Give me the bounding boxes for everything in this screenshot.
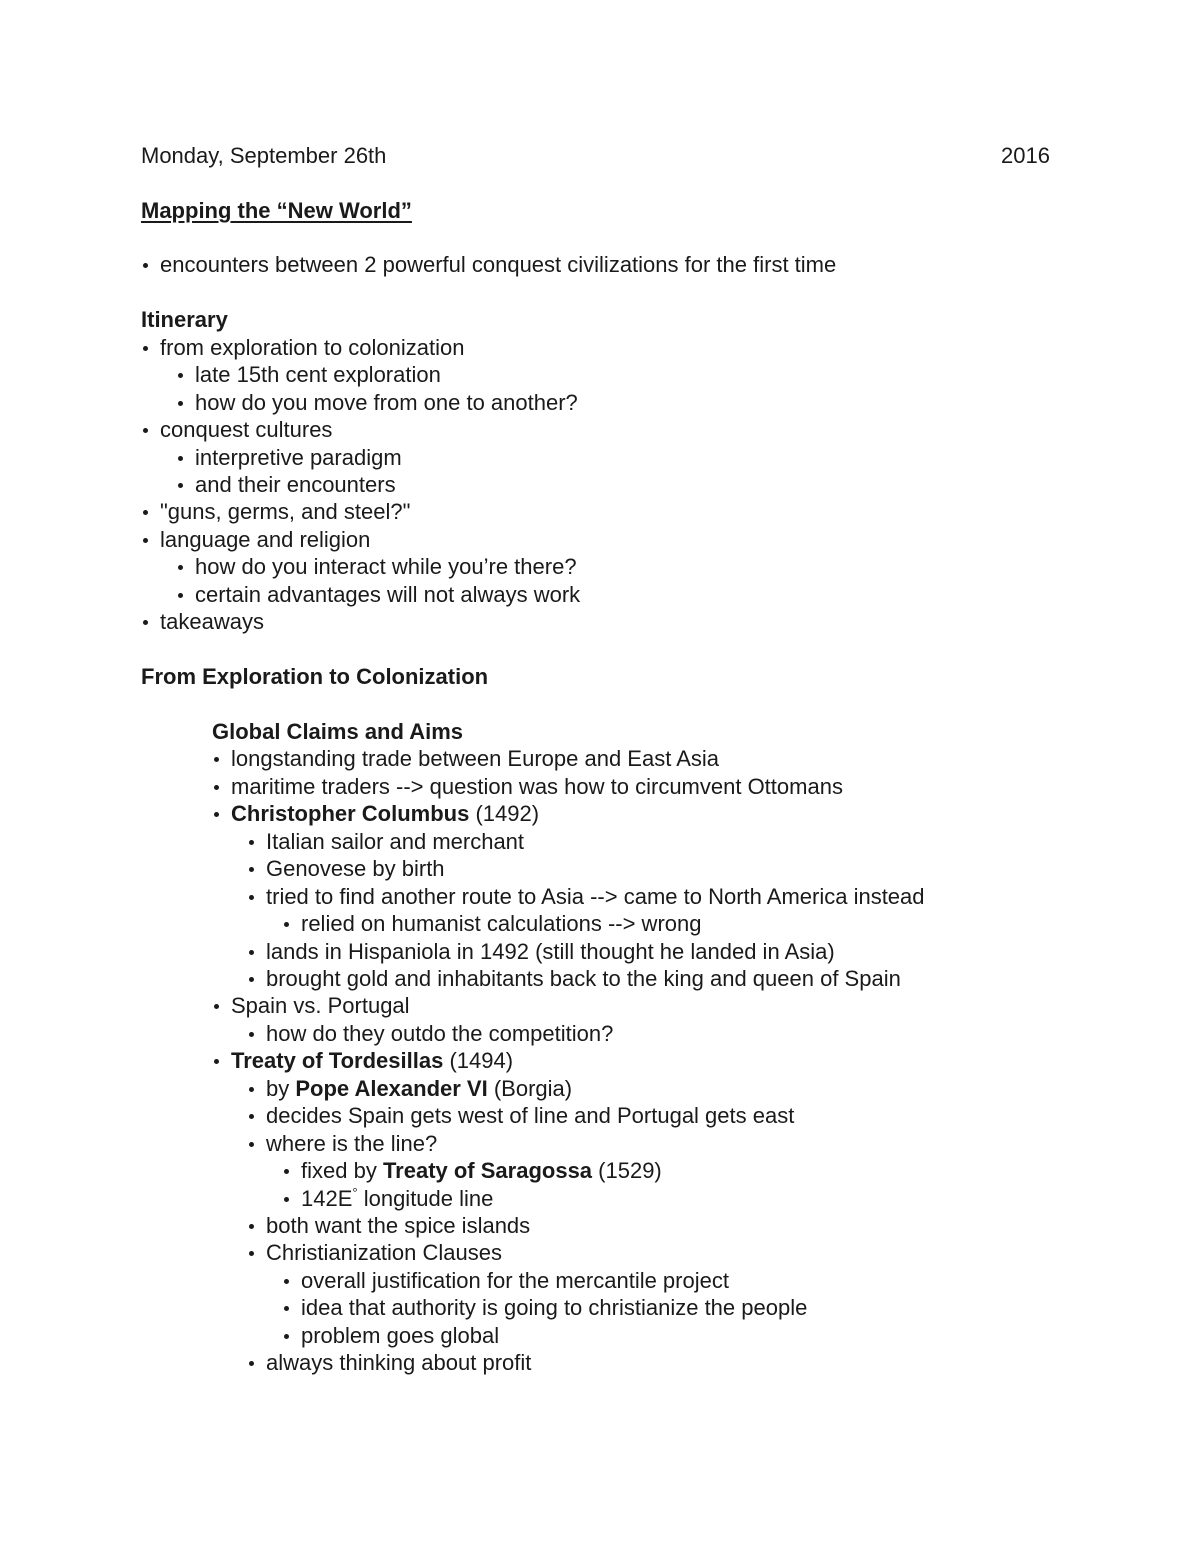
itinerary-item: conquest cultures — [141, 416, 332, 444]
itinerary-subitem: how do you move from one to another? — [176, 389, 578, 417]
itinerary-subitem: interpretive paradigm — [176, 444, 402, 472]
list-item: maritime traders --> question was how to circumvent Ottomans — [212, 773, 843, 801]
list-subitem: both want the spice islands — [247, 1212, 530, 1240]
itinerary-subitem: how do you interact while you’re there? — [176, 553, 577, 581]
list-subitem: always thinking about profit — [247, 1349, 531, 1377]
subsection-heading: Global Claims and Aims — [212, 719, 464, 744]
itinerary-item: "guns, germs, and steel?" — [141, 498, 410, 526]
list-subitem: Genovese by birth — [247, 855, 445, 883]
list-item: Christopher Columbus (1492) — [212, 800, 539, 828]
list-item: Treaty of Tordesillas (1494) — [212, 1047, 513, 1075]
section-heading: From Exploration to Colonization — [141, 664, 489, 689]
year-text: 2016 — [1001, 143, 1050, 168]
list-subitem: where is the line? — [247, 1130, 437, 1158]
itinerary-subitem: certain advantages will not always work — [176, 581, 580, 609]
list-item: longstanding trade between Europe and East Asia — [212, 745, 719, 773]
list-subitem: lands in Hispaniola in 1492 (still thought he landed in Asia) — [247, 938, 835, 966]
list-subitem: tried to find another route to Asia --> came to North America instead — [247, 883, 925, 911]
list-subitem: by Pope Alexander VI (Borgia) — [247, 1075, 572, 1103]
list-subsubitem: 142E° longitude line — [282, 1185, 493, 1213]
bold-term: Treaty of Tordesillas — [231, 1048, 444, 1073]
list-subsubitem: overall justification for the mercantile project — [282, 1267, 729, 1295]
list-subsubitem: idea that authority is going to christianize the people — [282, 1294, 807, 1322]
list-subsubitem: relied on humanist calculations --> wrong — [282, 910, 701, 938]
degree-symbol: ° — [352, 1185, 358, 1200]
bold-term: Christopher Columbus — [231, 801, 470, 826]
list-subitem: decides Spain gets west of line and Portugal gets east — [247, 1102, 794, 1130]
itinerary-heading: Itinerary — [141, 307, 228, 332]
list-subsubitem: fixed by Treaty of Saragossa (1529) — [282, 1157, 662, 1185]
list-item: Spain vs. Portugal — [212, 992, 410, 1020]
list-subitem: brought gold and inhabitants back to the king and queen of Spain — [247, 965, 901, 993]
list-subsubitem: problem goes global — [282, 1322, 499, 1350]
list-subitem: Italian sailor and merchant — [247, 828, 524, 856]
itinerary-item: language and religion — [141, 526, 370, 554]
itinerary-subitem: late 15th cent exploration — [176, 361, 441, 389]
itinerary-subitem: and their encounters — [176, 471, 396, 499]
itinerary-item: from exploration to colonization — [141, 334, 465, 362]
bold-term: Treaty of Saragossa — [382, 1158, 593, 1183]
page-title: Mapping the “New World” — [141, 198, 412, 223]
list-subitem: how do they outdo the competition? — [247, 1020, 613, 1048]
itinerary-item: takeaways — [141, 608, 264, 636]
date-text: Monday, September 26th — [141, 143, 387, 168]
bold-term: Pope Alexander VI — [295, 1076, 488, 1101]
list-subitem: Christianization Clauses — [247, 1239, 502, 1267]
intro-bullet: encounters between 2 powerful conquest civilizations for the first time — [141, 251, 836, 279]
